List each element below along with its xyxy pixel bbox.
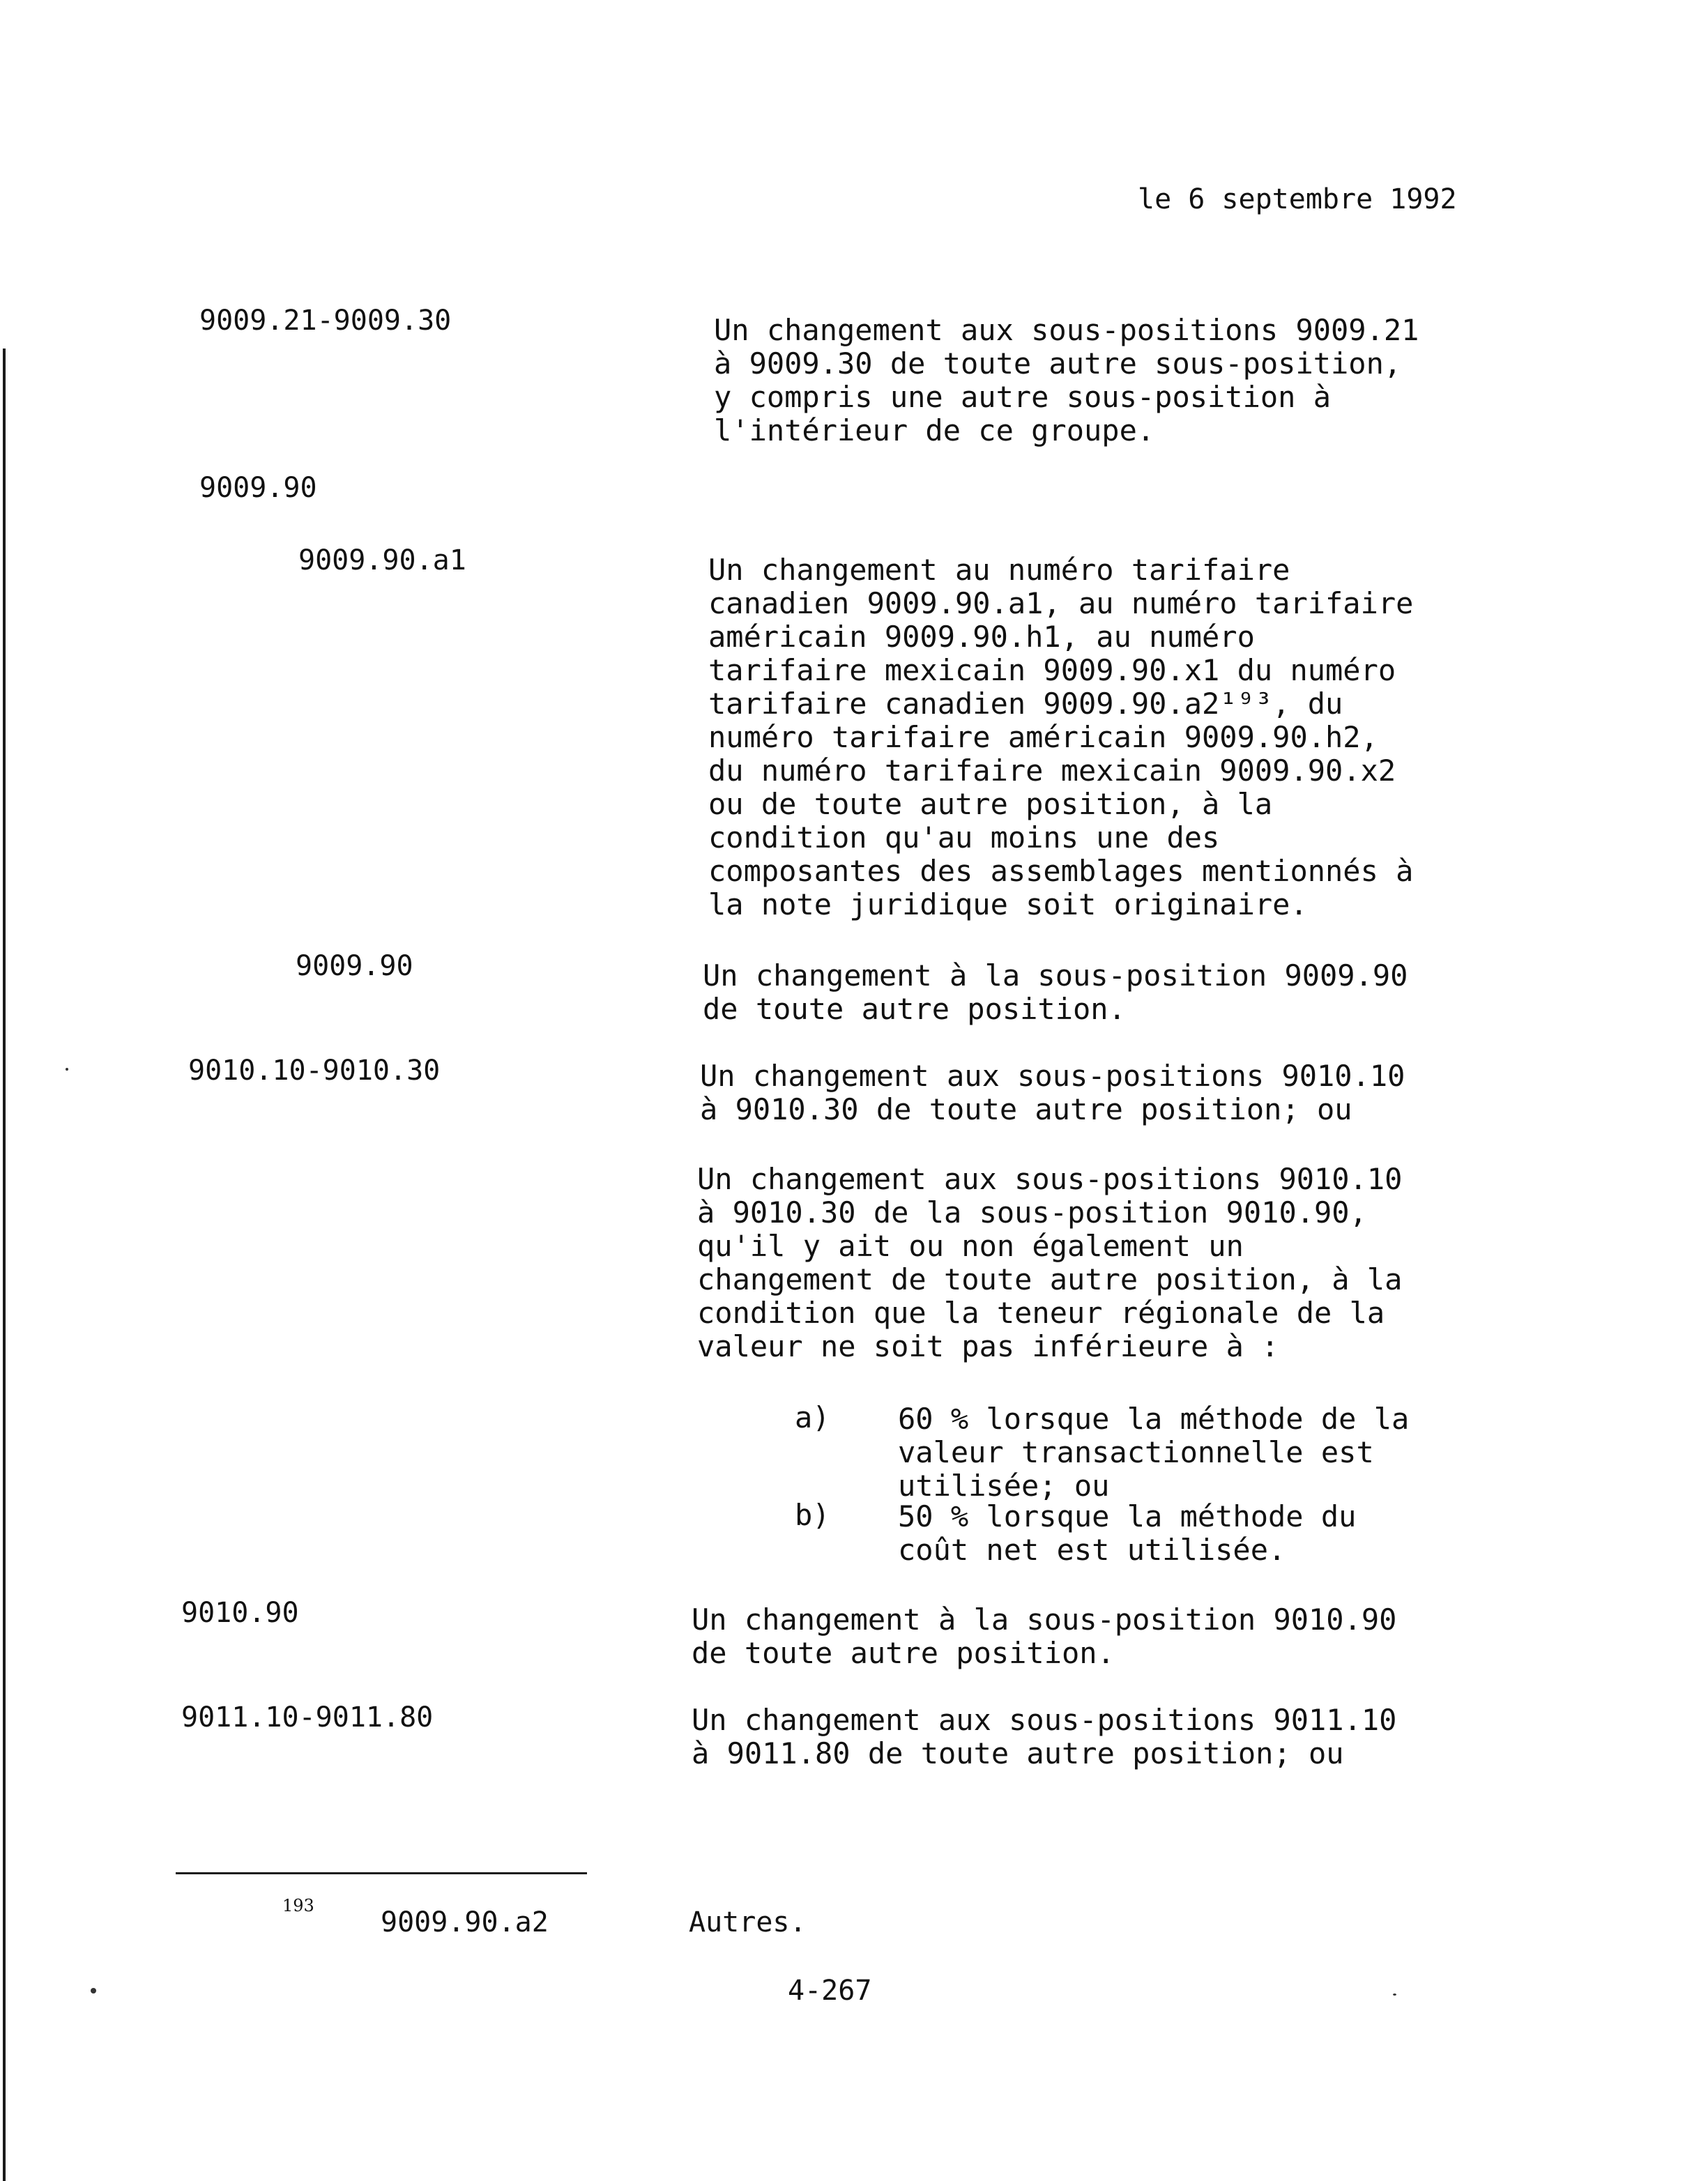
entry-description: Un changement à la sous-position 9010.90 de toute autre position. — [692, 1602, 1397, 1670]
alternative-description: Un changement aux sous-positions 9010.10 à 9010.30 de la sous-position 9010.90, qu'il y ait ou non également un changement de toute autre position, à la condition que la teneur régionale de la valeur ne soit pas inférieure à : — [697, 1162, 1403, 1363]
entry-code: 9009.21-9009.30 — [199, 305, 452, 337]
entry-code: 9010.90 — [181, 1597, 299, 1629]
entry-code: 9011.10-9011.80 — [181, 1701, 434, 1734]
entry-description: Un changement aux sous-positions 9011.10 à 9011.80 de toute autre position; ou — [692, 1703, 1397, 1770]
condition-text: 50 % lorsque la méthode du coût net est utilisée. — [898, 1499, 1357, 1567]
footnote-code: 9009.90.a2 — [381, 1906, 549, 1938]
condition-text: 60 % lorsque la méthode de la valeur transactionnelle est utilisée; ou — [898, 1402, 1410, 1503]
footnote-number: 193 — [282, 1896, 314, 1915]
scan-speck — [91, 1988, 96, 1993]
entry-description: Un changement au numéro tarifaire canadien 9009.90.a1, au numéro tarifaire américain 9009.90.h1, au numéro tarifaire mexicain 9009.90.x1 du numéro tarifaire canadien 9009.90.a2¹⁹³, du numéro tarifaire américain 9009.90.h2, du numéro tarifaire mexicain 9009.90.x2 ou de toute autre position, à la condition qu'au moins une des composantes des assemblages mentionnés à la note juridique soit originaire. — [708, 553, 1414, 921]
condition-letter: b) — [795, 1498, 830, 1532]
entry-code: 9009.90 — [199, 472, 317, 504]
page-number: 4-267 — [788, 1975, 872, 2007]
entry-description: Un changement aux sous-positions 9009.21 à 9009.30 de toute autre sous-position, y compris une autre sous-position à l'intérieur de ce groupe. — [714, 313, 1419, 447]
condition-letter: a) — [795, 1400, 830, 1434]
document-date: le 6 septembre 1992 — [1138, 183, 1457, 215]
entry-code: 9010.10-9010.30 — [188, 1055, 441, 1087]
footnote-text: Autres. — [689, 1906, 807, 1938]
footnote-divider — [176, 1872, 587, 1874]
scan-speck — [66, 1068, 68, 1071]
left-edge-scan-mark — [3, 349, 6, 2181]
entry-code: 9009.90.a1 — [298, 544, 466, 576]
entry-description: Un changement aux sous-positions 9010.10 à 9010.30 de toute autre position; ou — [700, 1059, 1405, 1126]
entry-code: 9009.90 — [296, 950, 413, 982]
entry-description: Un changement à la sous-position 9009.90 de toute autre position. — [703, 958, 1408, 1026]
scan-speck — [1393, 1993, 1396, 1996]
